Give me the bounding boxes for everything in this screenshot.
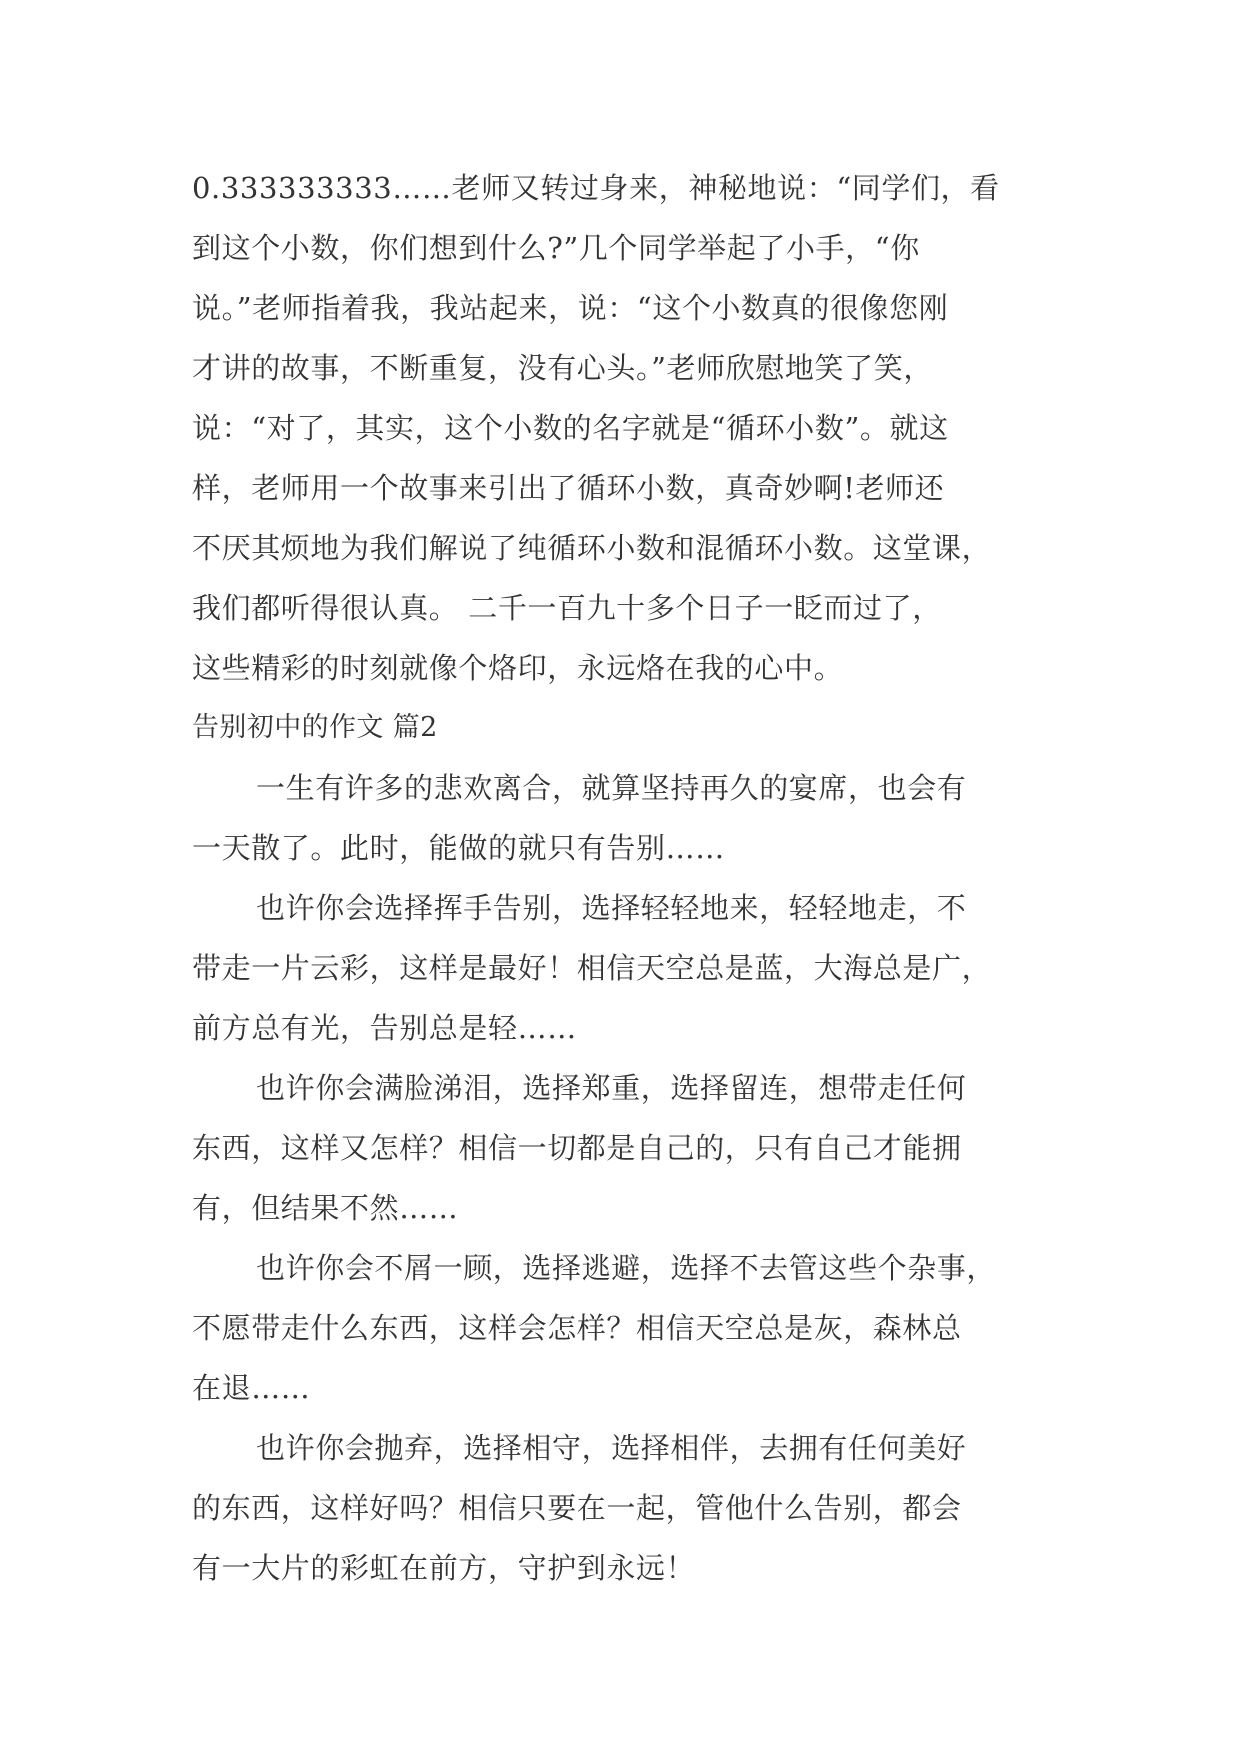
- text-line: 东西，这样又怎样？相信一切都是自己的，只有自己才能拥: [192, 1131, 962, 1165]
- text-line: 说。”老师指着我，我站起来，说：“这个小数真的很像您刚: [192, 291, 949, 325]
- continued-paragraph: [192, 158, 1050, 698]
- text-line: 不厌其烦地为我们解说了纯循环小数和混循环小数。这堂课，: [192, 531, 992, 565]
- text-line: 才讲的故事，不断重复，没有心头。”老师欣慰地笑了笑，: [192, 351, 933, 385]
- paragraph: [192, 1238, 1050, 1418]
- text-line: 也许你会满脸涕泪，选择郑重，选择留连，想带走任何: [256, 1071, 967, 1105]
- paragraph: [192, 1058, 1050, 1238]
- text-line: 也许你会不屑一顾，选择逃避，选择不去管这些个杂事，: [256, 1251, 997, 1285]
- section-title: 告别初中的作文 篇2: [192, 712, 438, 743]
- text-line: 前方总有光，告别总是轻……: [192, 1011, 577, 1045]
- paragraph: [192, 878, 1050, 1058]
- paragraph: [192, 758, 1050, 878]
- text-line: 有，但结果不然……: [192, 1191, 459, 1225]
- text-line: 样，老师用一个故事来引出了循环小数，真奇妙啊!老师还: [192, 471, 945, 505]
- text-line: 带走一片云彩，这样是最好！相信天空总是蓝，大海总是广，: [192, 951, 992, 985]
- text-line: 0.333333333……老师又转过身来，神秘地说：“同学们，看: [192, 171, 1000, 205]
- text-line: 也许你会选择挥手告别，选择轻轻地来，轻轻地走，不: [256, 891, 967, 925]
- text-line: 不愿带走什么东西，这样会怎样？相信天空总是灰，森林总: [192, 1311, 962, 1345]
- text-line: 说：“对了，其实，这个小数的名字就是“循环小数”。就这: [192, 411, 949, 445]
- text-line: 也许你会抛弃，选择相守，选择相伴，去拥有任何美好: [256, 1431, 967, 1465]
- text-line: 有一大片的彩虹在前方，守护到永远！: [192, 1551, 696, 1585]
- text-line: 一天散了。此时，能做的就只有告别……: [192, 831, 725, 865]
- text-line: 我们都听得很认真。 二千一百九十多个日子一眨而过了，: [192, 591, 942, 625]
- text-line: 这些精彩的时刻就像个烙印，永远烙在我的心中。: [192, 651, 844, 685]
- text-line: 在退……: [192, 1371, 311, 1405]
- document-body: [192, 158, 1050, 1598]
- text-line: 到这个小数，你们想到什么?”几个同学举起了小手，“你: [192, 231, 920, 265]
- paragraph: [192, 1418, 1050, 1598]
- text-line: 一生有许多的悲欢离合，就算坚持再久的宴席，也会有: [256, 771, 967, 805]
- text-line: 的东西，这样好吗？相信只要在一起，管他什么告别，都会: [192, 1491, 962, 1525]
